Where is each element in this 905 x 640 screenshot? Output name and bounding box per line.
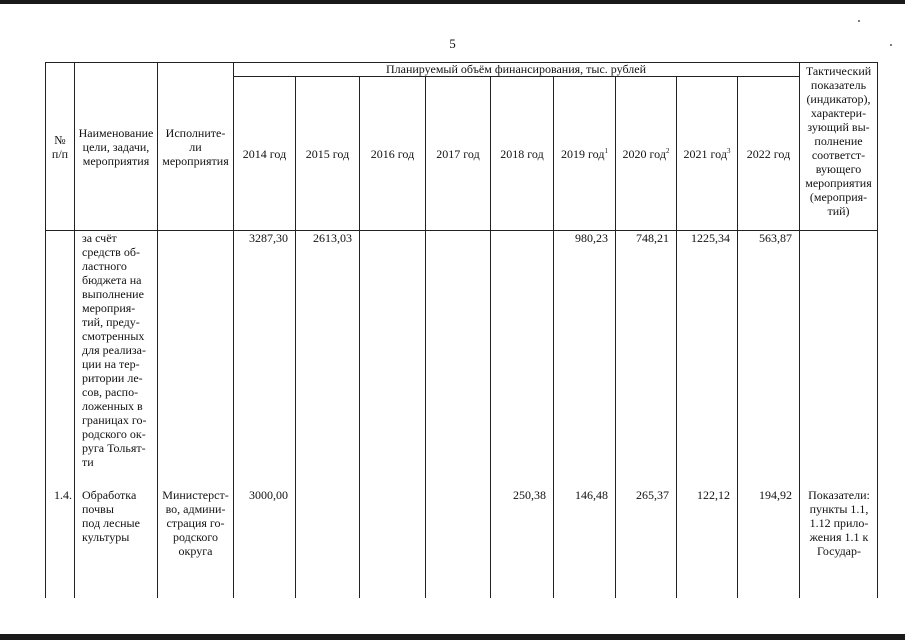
row-name: за счёт средств об- ластного бюджета на выполнение мероприя- тий, преду- смотренных для реализа- ции на тер- ритории ле- сов, распо- ложенных в границах го- родского ок- руга Тольят- ти (82, 231, 147, 469)
header-num: № п/п (51, 132, 69, 161)
footnote-marker: 1 (604, 146, 608, 155)
header-executor: Исполните- ли мероприятия (162, 125, 229, 168)
row-value: 3000,00 (249, 488, 288, 502)
row-value: 3287,30 (249, 231, 288, 245)
header-year (234, 77, 295, 230)
header-year-label: 2017 год (436, 146, 480, 161)
row-value: 980,23 (575, 231, 608, 245)
row-value: 1225,34 (691, 231, 730, 245)
row-value: 748,21 (636, 231, 669, 245)
header-year-label: 2018 год (500, 146, 544, 161)
header-year-label: 2022 год (746, 146, 791, 161)
scan-edge-top (0, 0, 905, 4)
header-name: Наименование цели, задачи, мероприятия (78, 125, 154, 168)
row-num: 1.4. (54, 488, 72, 502)
footnote-marker: 2 (665, 146, 670, 155)
row-name: Обработка почвы под лесные культуры (82, 488, 140, 544)
header-year (360, 77, 425, 230)
header-year (491, 77, 553, 230)
page-number: 5 (449, 36, 456, 51)
header-year-label: 2019 год$^1$ (561, 146, 608, 161)
scan-speck (858, 20, 860, 22)
row-value: 194,92 (759, 488, 792, 502)
footnote-marker: 3 (726, 146, 731, 155)
row-value: 122,12 (697, 488, 730, 502)
row-value: 265,37 (636, 488, 669, 502)
row-value: 563,87 (759, 231, 792, 245)
row-value: 146,48 (575, 488, 608, 502)
header-year-label: 2015 год (305, 146, 350, 161)
row-value: 2613,03 (313, 231, 352, 245)
header-year-label: 2020 год$^2$ (622, 146, 670, 161)
header-year-label: 2016 год (370, 146, 415, 161)
header-year (616, 77, 676, 230)
header-year (296, 77, 359, 230)
header-year-label: 2021 год$^3$ (683, 146, 731, 161)
header-year (738, 77, 799, 230)
scan-edge-bottom (0, 634, 905, 640)
header-year-label: 2014 год (242, 146, 287, 161)
header-indicator: Тактический показатель (индикатор), характери- зующий вы- полнение соответст- вующего мероприятия (мероприя- тий) (805, 64, 872, 218)
row-value: 250,38 (513, 488, 546, 502)
header-financing-group: Планируемый объём финансирования, тыс. рублей (385, 62, 646, 76)
row-executor: Министерст- во, админи- страция го- родского округа (162, 488, 229, 558)
header-year (554, 77, 615, 230)
row-indicator: Показатели: пункты 1.1, 1.12 прило- жения 1.1 к Государ- (808, 488, 870, 558)
header-year (677, 77, 737, 230)
header-year (426, 77, 490, 230)
